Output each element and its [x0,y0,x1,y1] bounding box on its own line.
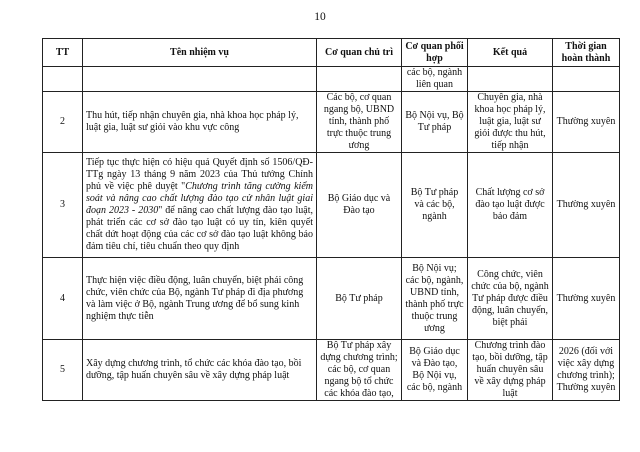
cell-task: Thực hiện việc điều động, luân chuyển, biệt phái công chức, viên chức của Bộ, ngành Tư pháp đi địa phương và làm việc ở Bộ, ngành Trung ương để bổ sung kinh nghiệm thực tiễn [83,258,317,340]
cell-result [468,67,553,92]
cell-result: Chất lượng cơ sở đào tạo luật được bảo đảm [468,153,553,258]
cell-coop: Bộ Nội vụ; các bộ, ngành, UBND tỉnh, thành phố trực thuộc trung ương [402,258,468,340]
cell-tt: 5 [43,340,83,401]
cell-deadline: 2026 (đối với việc xây dựng chương trình); Thường xuyên [553,340,620,401]
cell-deadline [553,67,620,92]
task-program-name: Chương trình tăng cường kiểm soát và nâng cao chất lượng đào tạo cử nhân luật giai đoạn 2023 - 2030 [86,181,313,216]
table-row [43,340,620,401]
cell-task: Xây dựng chương trình, tổ chức các khóa đào tạo, bồi dưỡng, tập huấn chuyên sâu về xây dựng pháp luật [83,340,317,401]
table-row-continuation [43,67,620,92]
task-text-pre: Tiếp tục thực hiện có hiệu quả Quyết định số 1506/QĐ-TTg ngày 13 tháng 9 năm 2023 của Thủ tướng Chính phủ về việc phê duyệt " [86,157,313,192]
cell-task: Thu hút, tiếp nhận chuyên gia, nhà khoa học pháp lý, luật gia, luật sư giỏi vào khu vực công [83,92,317,153]
task-table [42,38,620,401]
cell-lead: Các bộ, cơ quan ngang bộ, UBND tỉnh, thành phố trực thuộc trung ương [317,92,402,153]
cell-task [83,67,317,92]
table-row [43,258,620,340]
cell-tt: 2 [43,92,83,153]
cell-result: Chương trình đào tạo, bồi dưỡng, tập huấn chuyên sâu về xây dựng pháp luật [468,340,553,401]
cell-coop: Bộ Giáo dục và Đào tạo, Bộ Nội vụ, các bộ, ngành [402,340,468,401]
cell-tt: 4 [43,258,83,340]
cell-tt [43,67,83,92]
cell-lead: Bộ Giáo dục và Đào tạo [317,153,402,258]
header-result: Kết quả [468,39,553,67]
page-number: 10 [314,11,326,23]
header-deadline: Thời gian hoàn thành [553,39,620,67]
cell-coop: các bộ, ngành liên quan [402,67,468,92]
header-lead-agency: Cơ quan chủ trì [317,39,402,67]
cell-coop: Bộ Tư pháp và các bộ, ngành [402,153,468,258]
header-task: Tên nhiệm vụ [83,39,317,67]
cell-deadline: Thường xuyên [553,258,620,340]
header-tt: TT [43,39,83,67]
cell-lead: Bộ Tư pháp [317,258,402,340]
cell-task [83,153,317,258]
cell-tt: 3 [43,153,83,258]
cell-deadline: Thường xuyên [553,153,620,258]
cell-coop: Bộ Nội vụ, Bộ Tư pháp [402,92,468,153]
cell-lead [317,67,402,92]
header-row [43,39,620,67]
cell-lead: Bộ Tư pháp xây dựng chương trình; các bộ, cơ quan ngang bộ tổ chức các khóa đào tạo, [317,340,402,401]
cell-deadline: Thường xuyên [553,92,620,153]
table-row [43,92,620,153]
header-coop-agency: Cơ quan phối hợp [402,39,468,67]
table-row [43,153,620,258]
cell-result: Chuyên gia, nhà khoa học pháp lý, luật gia, luật sư giỏi được thu hút, tiếp nhận [468,92,553,153]
task-text-post: " để nâng cao chất lượng đào tạo luật, phát triển các cơ sở đào tạo luật có uy tín, kiên quyết chất dứt hoạt động của các cơ sở đào tạo luật không bảo đảm tiêu chí, tiêu chuẩn theo quy định [86,205,313,252]
cell-result: Công chức, viên chức của bộ, ngành Tư pháp được điều động, luân chuyển, biệt phái [468,258,553,340]
